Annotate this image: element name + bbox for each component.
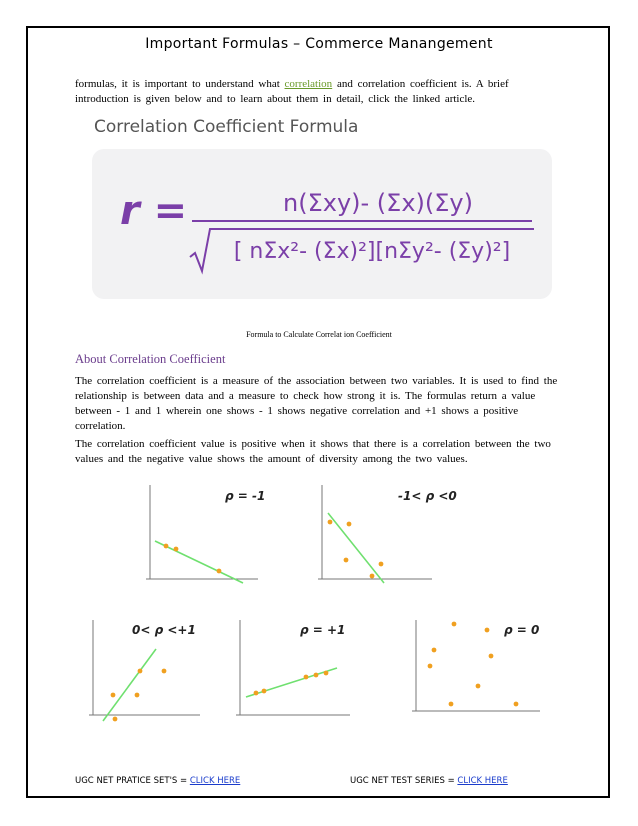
formula-lhs: r =: [120, 188, 188, 234]
plot-2-point-0: [138, 669, 143, 674]
formula-caption: Formula to Calculate Correlat ion Coefficient: [246, 330, 392, 339]
plot-0-point-2: [217, 569, 222, 574]
plot-4-point-5: [476, 684, 481, 689]
footer-test-label: UGC NET TEST SERIES =: [350, 776, 458, 786]
formula-image: [92, 149, 552, 299]
plot-1-trend-line: [328, 513, 384, 583]
plot-2-point-1: [162, 669, 167, 674]
test-series-link[interactable]: CLICK HERE: [457, 776, 508, 786]
plot-4-point-7: [514, 702, 519, 707]
plot-label-pos1: ρ = +1: [300, 623, 346, 637]
plot-4-point-6: [449, 702, 454, 707]
intro-text-before: formulas, it is important to understand what: [75, 78, 285, 90]
plot-4-point-3: [489, 654, 494, 659]
plot-4-point-2: [432, 648, 437, 653]
formula-denominator: [ nΣx²- (Σx)²][nΣy²- (Σy)²]: [233, 239, 511, 264]
plot-3-trend-line: [246, 668, 337, 697]
plot-3-point-3: [314, 673, 319, 678]
plot-1-point-4: [370, 574, 375, 579]
correlation-link[interactable]: correlation: [284, 78, 333, 90]
footer-test-series: [350, 776, 508, 786]
plot-label-pos: 0< ρ <+1: [132, 623, 196, 637]
plot-4-point-1: [485, 628, 490, 633]
footer-practice-sets: [75, 776, 240, 786]
plot-3-point-4: [324, 671, 329, 676]
plot-3-point-1: [262, 689, 267, 694]
plot-2-point-2: [111, 693, 116, 698]
plot-3-point-2: [304, 675, 309, 680]
section-heading: About Correlation Coefficient: [75, 352, 226, 366]
plot-label-neg: -1< ρ <0: [398, 489, 457, 503]
plot-4-point-4: [428, 664, 433, 669]
plot-0-trend-line: [155, 541, 243, 583]
plot-1-point-1: [347, 522, 352, 527]
plot-label-neg1: ρ = -1: [225, 489, 266, 503]
intro-text-after: and correlation coefficient is. A brief introduction is given below and to learn about them in detail, click the linked article.: [75, 78, 509, 105]
formula-svg: [92, 149, 552, 299]
plot-0-point-1: [174, 547, 179, 552]
intro-paragraph: [75, 77, 565, 107]
footer-practice-label: UGC NET PRATICE SET'S =: [75, 776, 190, 786]
plot-0-point-0: [164, 544, 169, 549]
plot-1-point-2: [344, 558, 349, 563]
section-paragraph-2: The correlation coefficient value is positive when it shows that there is a correlation between the two values and the negative value shows the amount of diversity among the two values.: [75, 438, 551, 465]
plot-2-point-4: [113, 717, 118, 722]
plot-2-point-3: [135, 693, 140, 698]
practice-sets-link[interactable]: CLICK HERE: [189, 776, 241, 786]
formula-numerator: n(Σxy)- (Σx)(Σy): [283, 189, 473, 217]
plot-1-point-0: [328, 520, 333, 525]
section-paragraph-1: The correlation coefficient is a measure of the association between two variables. It is used to find the relationship is between data and a measure to check how strong it is. The formulas return a value between - 1 and 1 wherein one shows - 1 shows negative correlation and +1 shows a positive correlation.: [75, 375, 558, 432]
formula-image-title: Correlation Coefficient Formula: [94, 117, 359, 137]
plot-1-point-3: [379, 562, 384, 567]
plot-3-point-0: [254, 691, 259, 696]
plot-2-trend-line: [103, 649, 156, 721]
plot-4-point-0: [452, 622, 457, 627]
plots-group: [89, 485, 540, 721]
page-header: Important Formulas – Commerce Manangement: [145, 36, 493, 52]
plot-label-zero: ρ = 0: [504, 623, 540, 637]
correlation-plots: [0, 475, 638, 725]
